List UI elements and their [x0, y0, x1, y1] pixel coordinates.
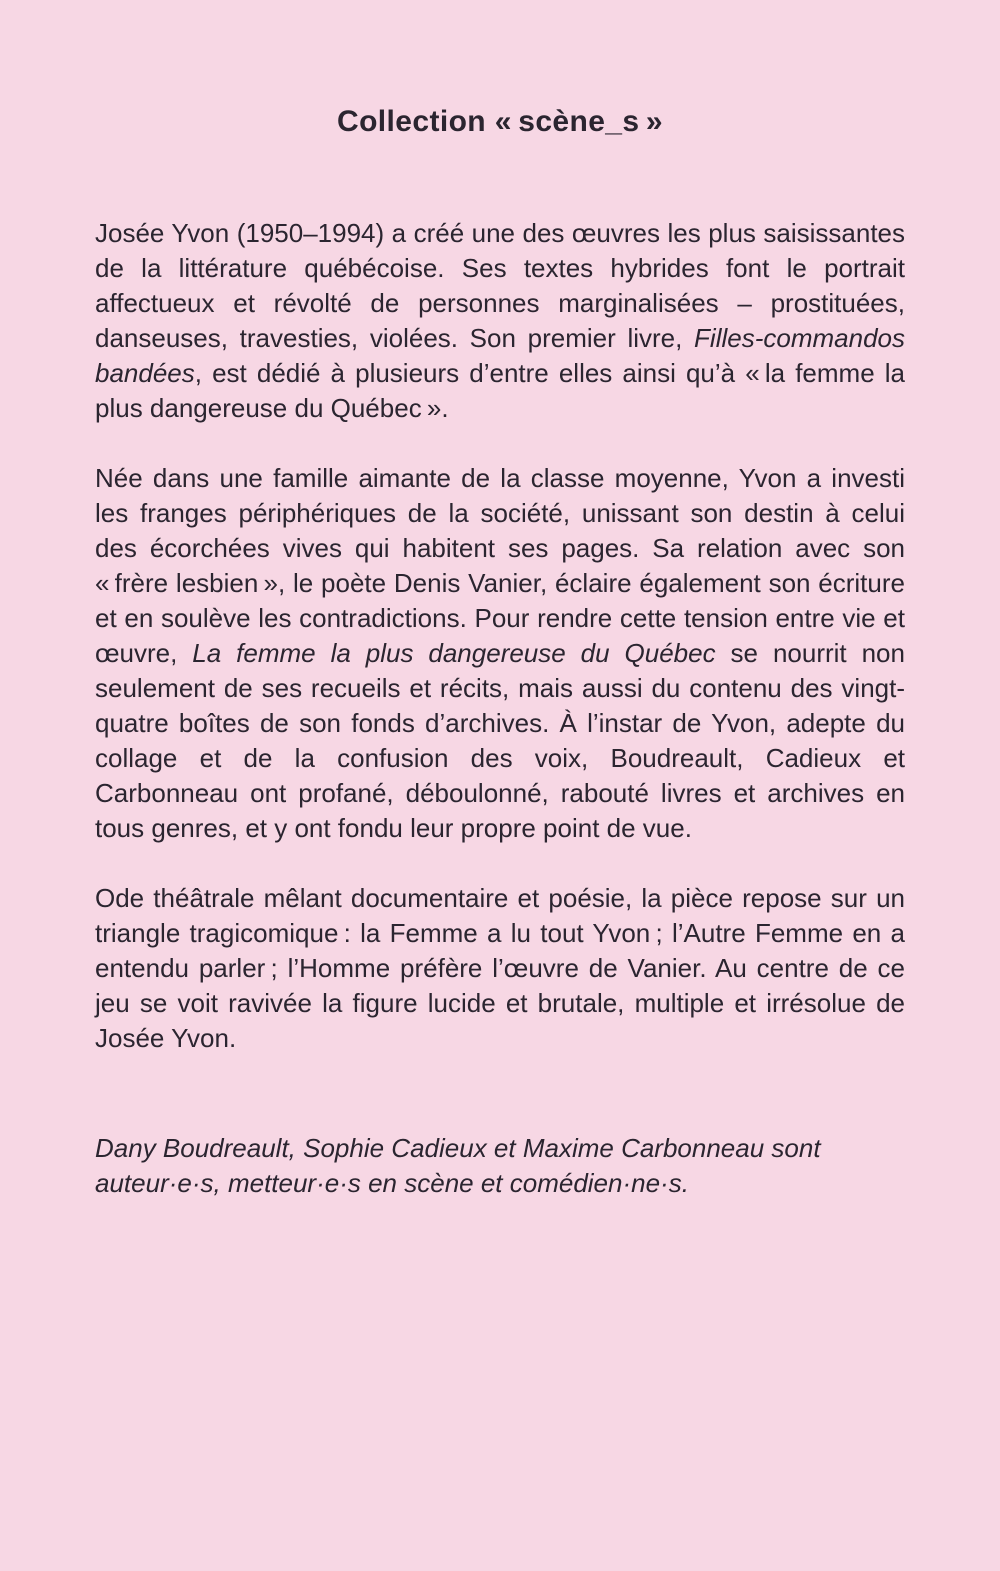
- paragraph-play-description: Ode théâtrale mêlant documentaire et poésie, la pièce repose sur un triangle tragicomique : la Femme a lu tout Yvon ; l’Autre Femme en a entendu parler ; l’Homme préfère l’œuvre de Vanier. Au centre de ce jeu se voit ravivée la figure lucide et brutale, multiple et irrésolue de Josée Yvon.: [95, 883, 905, 1053]
- body-text: [95, 216, 905, 1201]
- paragraph-context: Née dans une famille aimante de la classe moyenne, Yvon a investi les franges périphériques de la société, unissant son destin à celui des écorchées vives qui habitent ses pages. Sa relation avec son « frère lesbien », le poète Denis Vanier, éclaire également son écriture et en soulève les contradictions. Pour rendre cette tension entre vie et œuvre, La femme la plus dangereuse du Québec se nourrit non seulement de ses recueils et récits, mais aussi du contenu des vingt-quatre boîtes de son fonds d’archives. À l’instar de Yvon, adepte du collage et de la confusion des voix, Boudreault, Cadieux et Carbonneau ont profané, déboulonné, rabouté livres et archives en tous genres, et y ont fondu leur propre point de vue.: [95, 463, 905, 843]
- page-title: Collection « scène_s »: [337, 105, 663, 138]
- credits-paragraph: Dany Boudreault, Sophie Cadieux et Maxime Carbonneau sont auteur·e·s, metteur·e·s en scène et comédien·ne·s.: [95, 1133, 821, 1198]
- paragraph-biography: Josée Yvon (1950–1994) a créé une des œuvres les plus saisissantes de la littérature québécoise. Ses textes hybrides font le portrait affectueux et révolté de personnes marginalisées – prostituées, danseuses, travesties, violées. Son premier livre, Filles-commandos bandées, est dédié à plusieurs d’entre elles ainsi qu’à « la femme la plus dangereuse du Québec ».: [95, 218, 905, 423]
